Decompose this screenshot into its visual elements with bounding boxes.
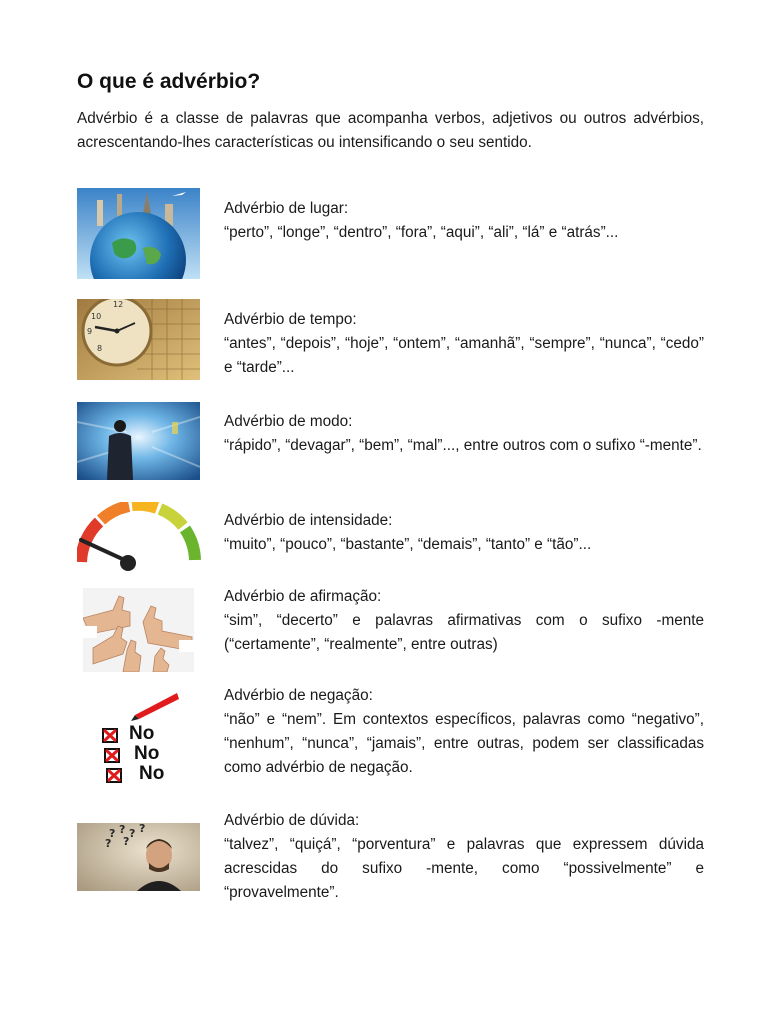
entry-title: Advérbio de dúvida: [224, 812, 360, 829]
entry-body: “talvez”, “quiçá”, “porventura” e palavras que expressem dúvida acrescidas do sufixo -mente, como “possivelmente” e “provavelmente”. [224, 836, 704, 901]
thumbs-up-hands-icon [83, 588, 194, 672]
entry-body: “antes”, “depois”, “hoje”, “ontem”, “amanhã”, “sempre”, “nunca”, “cedo” e “tarde”... [224, 335, 704, 376]
man-motion-blur-icon [77, 402, 200, 480]
svg-text:8: 8 [97, 344, 103, 353]
speedometer-gauge-icon [77, 502, 201, 574]
entry-body: “perto”, “longe”, “dentro”, “fora”, “aqui”, “ali”, “lá” e “atrás”... [224, 224, 619, 241]
entry-title: Advérbio de afirmação: [224, 588, 382, 605]
svg-text:?: ? [123, 835, 130, 848]
entry-title: Advérbio de modo: [224, 413, 353, 430]
intro-paragraph: Advérbio é a classe de palavras que acompanha verbos, adjetivos ou outros advérbios, acrescentando-lhes características ou intensificando o seu sentido. [77, 110, 704, 151]
globe-landmarks-icon [77, 188, 200, 279]
entry-title: Advérbio de tempo: [224, 311, 357, 328]
svg-text:9: 9 [87, 327, 93, 336]
no-label: No [139, 763, 165, 784]
entry-body: “não” e “nem”. Em contextos específicos, palavras como “negativo”, “nenhum”, “nunca”, “jamais”, entre outras, podem ser classificadas como advérbio de negação. [224, 711, 704, 776]
no-label: No [129, 723, 155, 744]
entry-title: Advérbio de intensidade: [224, 512, 393, 529]
svg-text:?: ? [139, 823, 146, 835]
entry-body: “sim”, “decerto” e palavras afirmativas com o sufixo -mente (“certamente”, “realmente”, entre outras) [224, 612, 704, 653]
svg-text:12: 12 [113, 300, 124, 309]
svg-text:?: ? [109, 827, 116, 840]
no-checklist-icon [99, 693, 179, 787]
no-label: No [134, 743, 160, 764]
svg-text:?: ? [129, 827, 136, 840]
entry-body: “rápido”, “devagar”, “bem”, “mal”..., entre outros com o sufixo “-mente”. [224, 437, 702, 454]
page-title: O que é advérbio? [77, 70, 261, 93]
thinking-man-question-icon [77, 823, 200, 891]
clock-calendar-icon [77, 299, 200, 380]
svg-text:?: ? [105, 837, 112, 850]
svg-text:10: 10 [91, 312, 102, 321]
entry-body: “muito”, “pouco”, “bastante”, “demais”, “tanto” e “tão”... [224, 536, 592, 553]
entry-title: Advérbio de negação: [224, 687, 373, 704]
entry-title: Advérbio de lugar: [224, 200, 349, 217]
svg-text:?: ? [119, 823, 126, 836]
